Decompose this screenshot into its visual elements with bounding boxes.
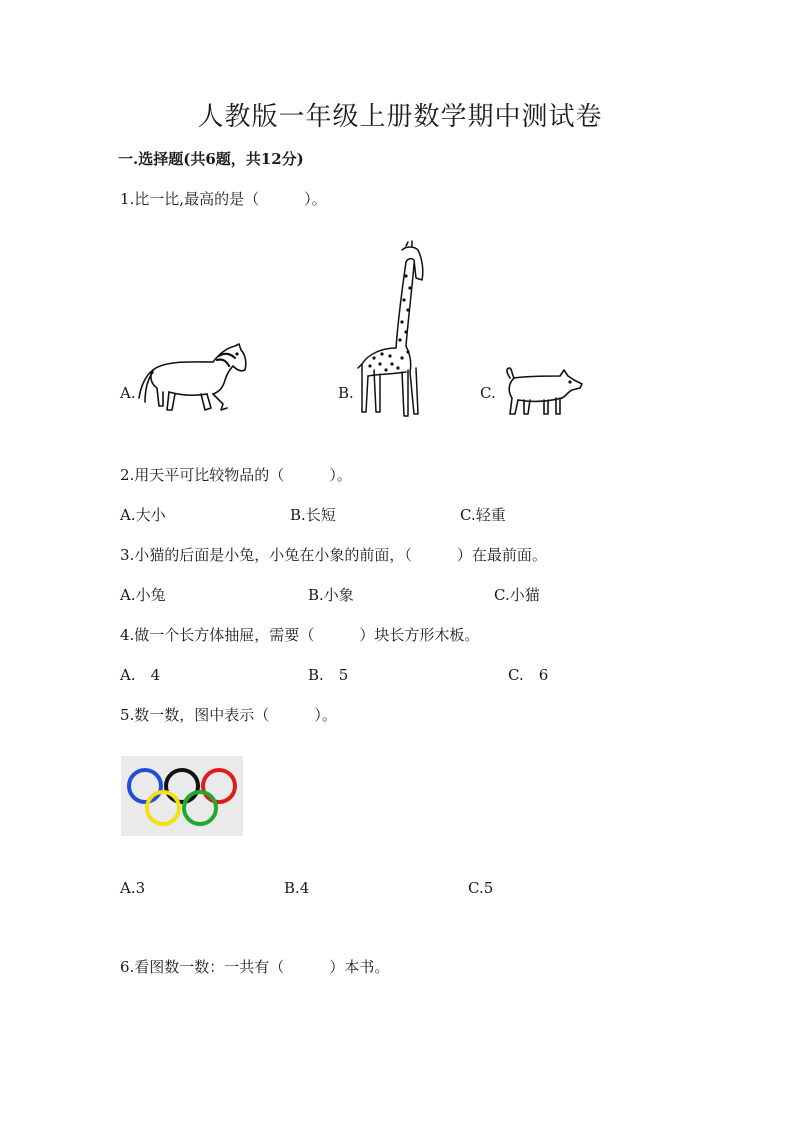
blue-ring <box>129 770 161 802</box>
olympic-rings-image <box>121 756 243 836</box>
q3-option-a[interactable]: A.小兔 <box>120 586 166 604</box>
q1-option-a[interactable]: A. <box>120 384 136 402</box>
dog-icon <box>498 364 588 420</box>
giraffe-icon <box>350 240 430 420</box>
q3-option-c[interactable]: C.小猫 <box>494 586 540 604</box>
horse-icon <box>135 340 255 420</box>
q1-option-c[interactable]: C. <box>480 384 496 402</box>
q4-option-b[interactable]: B. 5 <box>308 666 349 684</box>
black-ring <box>166 770 198 802</box>
section-heading: 一.选择题(共6题，共12分) <box>118 150 304 168</box>
q5-option-c[interactable]: C.5 <box>468 879 494 897</box>
q4-option-c[interactable]: C. 6 <box>508 666 549 684</box>
q2-option-b[interactable]: B.长短 <box>290 506 336 524</box>
q5-option-a[interactable]: A.3 <box>120 879 146 897</box>
yellow-ring <box>147 792 179 824</box>
question-2: 2.用天平可比较物品的（ ）。 <box>120 466 352 484</box>
question-1: 1.比一比,最高的是（ ）。 <box>120 190 327 208</box>
q2-option-a[interactable]: A.大小 <box>120 506 166 524</box>
red-ring <box>203 770 235 802</box>
question-3: 3.小猫的后面是小兔，小兔在小象的前面，（ ）在最前面。 <box>120 546 547 564</box>
q5-option-b[interactable]: B.4 <box>284 879 310 897</box>
q2-option-c[interactable]: C.轻重 <box>460 506 506 524</box>
q4-option-a[interactable]: A. 4 <box>120 666 161 684</box>
question-5: 5.数一数，图中表示（ ）。 <box>120 706 337 724</box>
q1-option-b[interactable]: B. <box>338 384 354 402</box>
olympic-rings-icon <box>121 756 243 836</box>
page-title: 人教版一年级上册数学期中测试卷 <box>197 102 603 132</box>
question-6: 6.看图数一数：一共有（ ）本书。 <box>120 958 390 976</box>
green-ring <box>184 792 216 824</box>
question-4: 4.做一个长方体抽屉，需要（ ）块长方形木板。 <box>120 626 480 644</box>
q3-option-b[interactable]: B.小象 <box>308 586 354 604</box>
